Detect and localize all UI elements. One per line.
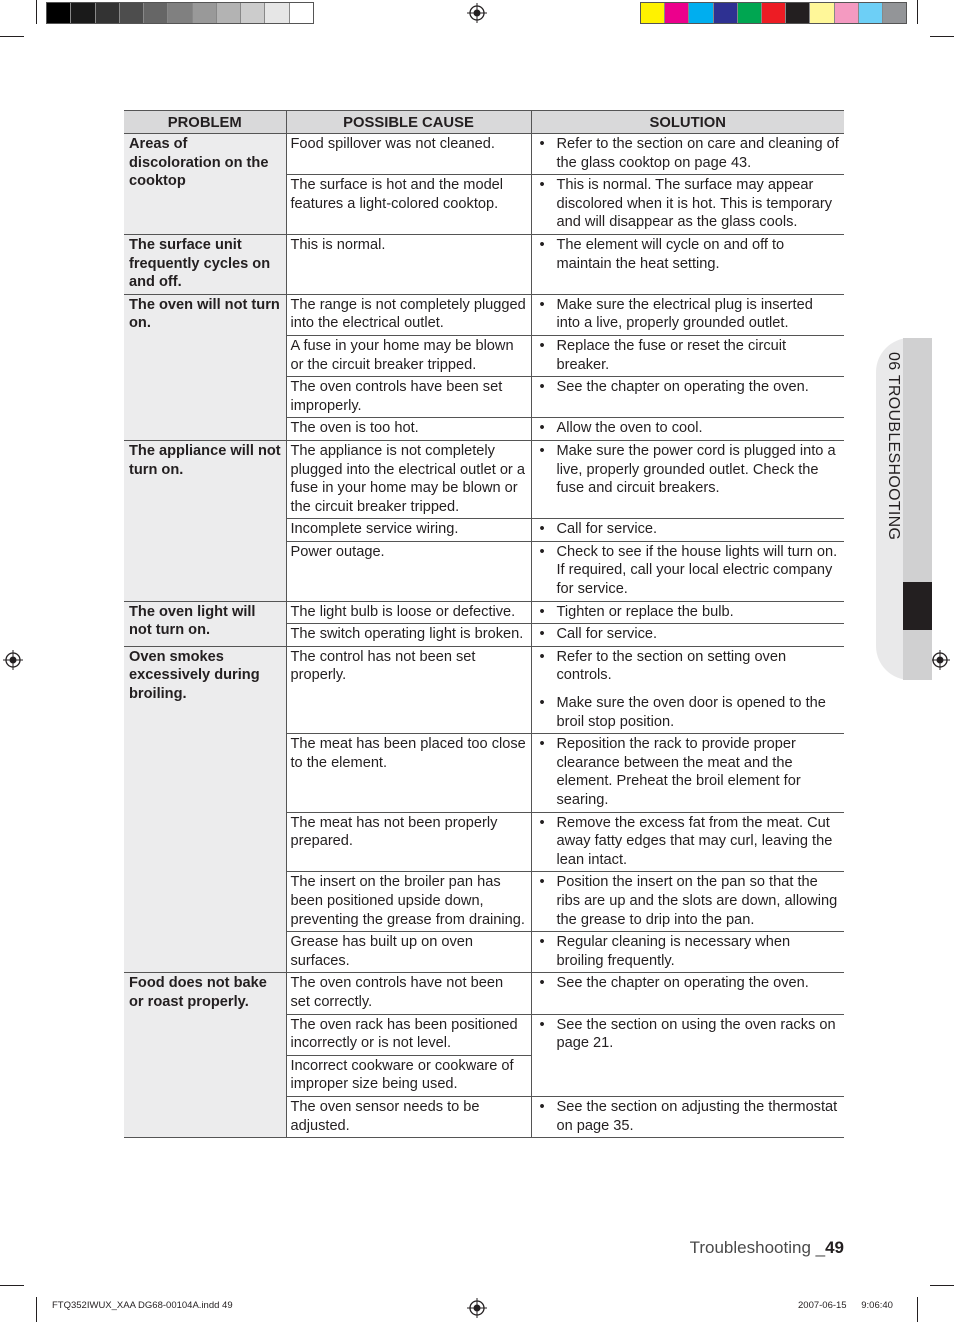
solution-cell — [531, 234, 844, 294]
registration-mark-icon — [3, 650, 23, 670]
crop-mark — [917, 1297, 918, 1322]
cause-cell: This is normal. — [286, 234, 531, 294]
bullet-icon: • — [539, 379, 545, 396]
slug-time: 9:06:40 — [861, 1300, 893, 1311]
bullet-icon: • — [539, 543, 545, 560]
solution-cell — [531, 734, 844, 812]
table-header-row — [124, 111, 844, 134]
cause-cell: The oven sensor needs to be adjusted. — [286, 1096, 531, 1137]
bullet-icon: • — [539, 626, 545, 643]
crop-mark — [36, 1297, 37, 1322]
cause-cell: The meat has not been properly prepared. — [286, 812, 531, 872]
bullet-icon: • — [539, 736, 545, 753]
bullet-icon: • — [539, 603, 545, 620]
color-swatch — [265, 3, 289, 23]
problem-column-header: PROBLEM — [124, 111, 286, 134]
solution-cell — [531, 440, 844, 518]
color-swatch — [714, 3, 738, 23]
solution-text: See the section on using the oven racks on page 21. — [556, 1016, 836, 1052]
problem-cell: Food does not bake or roast properly. — [124, 973, 286, 1138]
cause-cell: Food spillover was not cleaned. — [286, 134, 531, 175]
process-color-bar — [640, 2, 907, 24]
crop-mark — [36, 0, 37, 24]
solution-cell — [531, 418, 844, 441]
solution-item — [536, 176, 841, 232]
solution-text: Call for service. — [556, 521, 658, 538]
color-swatch — [290, 3, 313, 23]
solution-cell — [531, 294, 844, 335]
crop-mark — [930, 1285, 954, 1286]
cause-cell: The surface is hot and the model features a light-colored cooktop. — [286, 175, 531, 235]
crop-mark — [917, 0, 918, 24]
slug-date: 2007-06-15 — [798, 1300, 847, 1311]
cause-cell: The meat has been placed too close to the element. — [286, 734, 531, 812]
solution-text: Make sure the power cord is plugged into a live, properly grounded outlet. Check the fuse and circuit breakers. — [556, 442, 836, 497]
cause-cell: Grease has built up on oven surfaces. — [286, 932, 531, 973]
solution-text: Regular cleaning is necessary when broiling frequently. — [556, 934, 791, 969]
cause-cell: Incomplete service wiring. — [286, 519, 531, 542]
problem-cell: Oven smokes excessively during broiling. — [124, 646, 286, 973]
crop-mark — [0, 1285, 24, 1286]
color-swatch — [738, 3, 762, 23]
cause-cell: The oven rack has been positioned incorrectly or is not level. — [286, 1014, 531, 1055]
color-swatch — [859, 3, 883, 23]
solution-item — [536, 135, 841, 172]
color-swatch — [96, 3, 120, 23]
bullet-icon: • — [539, 296, 545, 313]
bullet-icon: • — [539, 695, 545, 712]
solution-item — [536, 337, 841, 374]
bullet-icon: • — [539, 136, 545, 152]
bullet-icon: • — [539, 648, 545, 665]
solution-text: Refer to the section on care and cleaning of the glass cooktop on page 43. — [556, 136, 839, 171]
table-row — [124, 973, 844, 1014]
color-swatch — [786, 3, 810, 23]
cause-column-header: POSSIBLE CAUSE — [286, 111, 531, 134]
color-swatch — [168, 3, 192, 23]
color-swatch — [883, 3, 906, 23]
solution-cell — [531, 519, 844, 542]
bullet-icon: • — [539, 420, 545, 437]
cause-cell: The appliance is not completely plugged into the electrical outlet or a fuse in your home may be blown or the circuit breaker tripped. — [286, 440, 531, 518]
bullet-icon: • — [539, 874, 545, 891]
solution-item — [536, 603, 841, 622]
cause-cell: The control has not been set properly. — [286, 646, 531, 733]
solution-item — [536, 974, 841, 993]
color-swatch — [217, 3, 241, 23]
solution-item — [536, 442, 841, 498]
solution-cell — [531, 932, 844, 973]
chapter-tab-marker — [903, 582, 932, 630]
color-swatch — [665, 3, 689, 23]
solution-text: Make sure the oven door is opened to the broil stop position. — [556, 695, 826, 730]
color-swatch — [144, 3, 168, 23]
footer-section-title: Troubleshooting _ — [689, 1238, 826, 1257]
cause-cell: The light bulb is loose or defective. — [286, 601, 531, 624]
solution-item — [536, 419, 841, 438]
bullet-icon: • — [539, 814, 545, 831]
solution-text: This is normal. The surface may appear discolored when it is hot. This is temporary and will disappear as the glass cools. — [556, 177, 833, 231]
solution-item — [536, 814, 841, 870]
registration-mark-icon — [467, 3, 487, 23]
solution-cell — [531, 646, 844, 733]
troubleshooting-table — [124, 110, 844, 1138]
cause-cell: Incorrect cookware or cookware of improper size being used. — [286, 1055, 531, 1096]
color-swatch — [641, 3, 665, 23]
solution-item — [536, 1098, 841, 1135]
table-row — [124, 440, 844, 518]
color-swatch — [762, 3, 786, 23]
page-number: 49 — [825, 1238, 844, 1257]
crop-mark — [0, 36, 24, 37]
table-row — [124, 294, 844, 335]
solution-column-header: SOLUTION — [531, 111, 844, 134]
bullet-icon: • — [539, 1016, 545, 1033]
solution-text: Position the insert on the pan so that the ribs are up and the slots are down, allowing the grease to drip into the pan. — [556, 874, 838, 928]
solution-item — [536, 625, 841, 644]
crop-mark — [930, 36, 954, 37]
solution-cell — [531, 1014, 844, 1096]
solution-text: The element will cycle on and off to maintain the heat setting. — [556, 236, 785, 272]
color-swatch — [810, 3, 834, 23]
registration-mark-icon — [930, 650, 950, 670]
solution-text: Allow the oven to cool. — [556, 420, 703, 437]
solution-item — [536, 873, 841, 929]
solution-item — [536, 378, 841, 397]
bullet-icon: • — [539, 975, 545, 992]
bullet-icon: • — [539, 236, 545, 253]
problem-cell: The appliance will not turn on. — [124, 440, 286, 601]
table-row — [124, 601, 844, 624]
solution-cell — [531, 1096, 844, 1137]
solution-item — [536, 296, 841, 333]
bullet-icon: • — [539, 442, 545, 459]
solution-cell — [531, 973, 844, 1014]
solution-cell — [531, 812, 844, 872]
solution-item — [536, 236, 841, 273]
table-row — [124, 234, 844, 294]
bullet-icon: • — [539, 177, 545, 194]
problem-cell: The surface unit frequently cycles on and off. — [124, 234, 286, 294]
cause-cell: Power outage. — [286, 541, 531, 601]
bullet-icon: • — [539, 521, 545, 538]
color-swatch — [71, 3, 95, 23]
problem-cell: The oven will not turn on. — [124, 294, 286, 440]
solution-cell — [531, 377, 844, 418]
chapter-tab-label: 06 TROUBLESHOOTING — [885, 352, 902, 541]
color-swatch — [835, 3, 859, 23]
solution-text: Refer to the section on setting oven controls. — [556, 648, 787, 684]
bullet-icon: • — [539, 1098, 545, 1115]
solution-item — [536, 543, 841, 599]
solution-text: See the section on adjusting the thermostat on page 35. — [556, 1098, 838, 1134]
solution-item — [536, 694, 841, 731]
solution-text: Remove the excess fat from the meat. Cut away fatty edges that may curl, leaving the lean intact. — [556, 814, 833, 868]
solution-text: Call for service. — [556, 626, 658, 643]
color-swatch — [689, 3, 713, 23]
solution-cell — [531, 134, 844, 175]
solution-cell — [531, 175, 844, 235]
cause-cell: The range is not completely plugged into the electrical outlet. — [286, 294, 531, 335]
solution-item — [536, 648, 841, 685]
solution-text: Reposition the rack to provide proper clearance between the meat and the element. Preheat the broil element for searing. — [556, 736, 801, 808]
grayscale-color-bar — [46, 2, 314, 24]
slug-filename: FTQ352IWUX_XAA DG68-00104A.indd 49 — [52, 1300, 233, 1311]
cause-cell: The oven controls have been set improperly. — [286, 377, 531, 418]
solution-text: Tighten or replace the bulb. — [556, 603, 734, 620]
color-swatch — [120, 3, 144, 23]
solution-text: See the chapter on operating the oven. — [556, 379, 809, 396]
problem-cell: The oven light will not turn on. — [124, 601, 286, 646]
solution-text: Replace the fuse or reset the circuit breaker. — [556, 337, 787, 373]
color-swatch — [241, 3, 265, 23]
solution-item — [536, 933, 841, 970]
solution-cell — [531, 601, 844, 624]
bullet-icon: • — [539, 337, 545, 354]
table-body — [124, 134, 844, 1138]
bullet-icon: • — [539, 934, 545, 951]
page-footer — [690, 1238, 844, 1258]
problem-cell: Areas of discoloration on the cooktop — [124, 134, 286, 235]
solution-item — [536, 735, 841, 809]
table-row — [124, 646, 844, 733]
cause-cell: The insert on the broiler pan has been positioned upside down, preventing the grease from draining. — [286, 872, 531, 932]
registration-mark-icon — [467, 1298, 487, 1318]
cause-cell: The oven controls have not been set correctly. — [286, 973, 531, 1014]
solution-text: Check to see if the house lights will turn on. If required, call your local electric company for service. — [556, 543, 838, 598]
table-row — [124, 134, 844, 175]
solution-text: Make sure the electrical plug is inserted into a live, properly grounded outlet. — [556, 296, 813, 332]
color-swatch — [193, 3, 217, 23]
solution-cell — [531, 541, 844, 601]
cause-cell: A fuse in your home may be blown or the circuit breaker tripped. — [286, 335, 531, 376]
solution-cell — [531, 872, 844, 932]
solution-text: See the chapter on operating the oven. — [556, 975, 809, 992]
cause-cell: The oven is too hot. — [286, 418, 531, 441]
solution-item — [536, 520, 841, 539]
color-swatch — [47, 3, 71, 23]
cause-cell: The switch operating light is broken. — [286, 624, 531, 647]
solution-item — [536, 1016, 841, 1053]
solution-cell — [531, 624, 844, 647]
slug-timestamp — [798, 1300, 893, 1311]
solution-cell — [531, 335, 844, 376]
